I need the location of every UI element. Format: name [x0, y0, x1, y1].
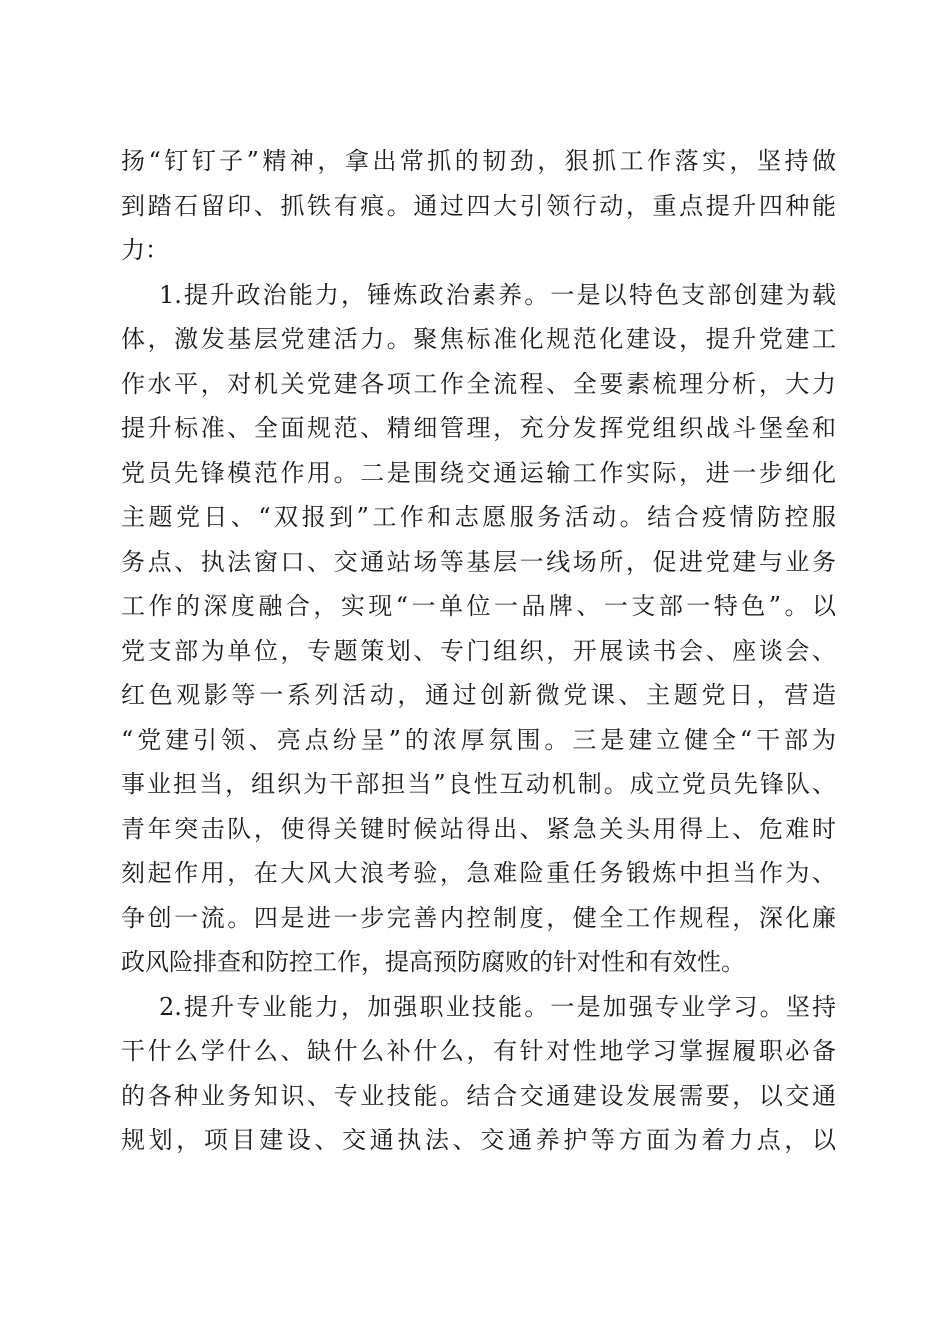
text-line: 务点、执法窗口、交通站场等基层一线场所，促进党建与业务	[121, 547, 836, 576]
section-heading-line: 2.提升专业能力，加强职业技能。一是加强专业学习。坚持	[159, 992, 836, 1021]
text-line: 工作的深度融合，实现“一单位一品牌、一支部一特色”。以	[121, 592, 836, 620]
text-line: 争创一流。四是进一步完善内控制度，健全工作规程，深化廉	[121, 903, 836, 932]
text-line: 刻起作用，在大风大浪考验，急难险重任务锻炼中担当作为、	[121, 859, 836, 887]
text-line: 作水平，对机关党建各项工作全流程、全要素梳理分析，大力	[121, 369, 836, 398]
text-line: 的各种业务知识、专业技能。结合交通建设发展需要，以交通	[121, 1081, 836, 1110]
text-line: “党建引领、亮点纷呈”的浓厚氛围。三是建立健全“干部为	[121, 725, 836, 754]
text-line: 扬“钉钉子”精神，拿出常抓的韧劲，狠抓工作落实，坚持做	[121, 147, 836, 175]
text-line: 力：	[121, 236, 169, 264]
text-line: 党支部为单位，专题策划、专门组织，开展读书会、座谈会、	[121, 636, 836, 665]
text-line: 党员先锋模范作用。二是围绕交通运输工作实际，进一步细化	[121, 458, 836, 487]
text-line: 政风险排查和防控工作，提高预防腐败的针对性和有效性。	[121, 948, 745, 976]
section-heading-line: 1.提升政治能力，锤炼政治素养。一是以特色支部创建为载	[159, 280, 836, 309]
text-line: 规划，项目建设、交通执法、交通养护等方面为着力点，以	[121, 1126, 836, 1154]
text-line: 干什么学什么、缺什么补什么，有针对性地学习掌握履职必备	[121, 1037, 836, 1065]
text-line: 红色观影等一系列活动，通过创新微党课、主题党日，营造	[121, 681, 836, 709]
document-body	[121, 139, 836, 1163]
text-line: 体，激发基层党建活力。聚焦标准化规范化建设，提升党建工	[121, 325, 836, 353]
text-line: 到踏石留印、抓铁有痕。通过四大引领行动，重点提升四种能	[121, 191, 836, 220]
text-line: 主题党日、“双报到”工作和志愿服务活动。结合疫情防控服	[121, 503, 836, 531]
text-line: 事业担当，组织为干部担当”良性互动机制。成立党员先锋队、	[121, 770, 836, 798]
text-line: 青年突击队，使得关键时候站得出、紧急关头用得上、危难时	[121, 814, 836, 843]
text-line: 提升标准、全面规范、精细管理，充分发挥党组织战斗堡垒和	[121, 414, 836, 442]
